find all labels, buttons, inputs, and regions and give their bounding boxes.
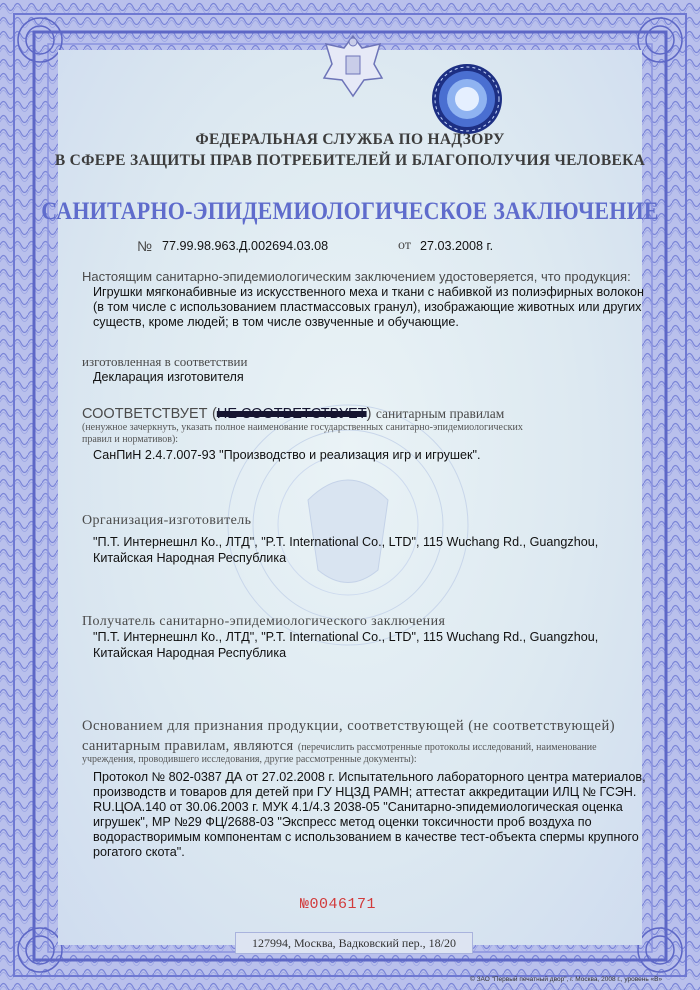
certificate-date: 27.03.2008 г. [420,239,494,253]
basis-line2 [82,737,597,755]
product-line: Игрушки мягконабивные из искусственного меха и ткани с набивкой из полиэфирных волокон [93,285,644,299]
product-line: существ, кроме людей; в том числе озвученные и обучающие. [93,315,459,329]
recipient-label: Получатель санитарно-эпидемиологического заключения [82,614,446,629]
manufactured-label: изготовленная в соответствии [82,354,248,369]
certificate-number: 77.99.98.963.Д.002694.03.08 [162,239,329,253]
hologram-seal-icon [430,62,504,136]
conformity-note: правил и нормативов): [82,434,179,445]
basis-label-cont: санитарным правилам, являются [82,738,294,754]
basis-line: RU.ЦОА.140 от 30.06.2003 г. МУК 4.1/4.3 2038-05 "Санитарно-эпидемиологическая оценка [93,800,623,814]
product-intro: Настоящим санитарно-эпидемиологическим заключением удостоверяется, что продукция: [82,269,631,284]
struck-not-conforms: НЕ СООТВЕТСТВУЕТ [216,406,367,422]
recipient-line: Китайская Народная Республика [93,646,287,660]
basis-label: Основанием для признания продукции, соответствующей (не соответствующей) [82,718,616,734]
basis-line: производств и товаров для детей при ГУ НЦЗД РАМН; аттестат аккредитации ИЛЦ № ГСЭН. [93,785,637,799]
product-line: (в том числе с использованием пластмассовых гранул), изображающие животных или других [93,300,642,314]
serial-number: №0046171 [300,896,377,913]
conformity-line: СООТВЕТСТВУЕТ (НЕ СООТВЕТСТВУЕТ) санитарным правилам [82,406,505,422]
basis-line: Протокол № 802-0387 ДА от 27.02.2008 г. Испытательного лабораторного центра материалов, [93,770,646,784]
number-label: № [137,238,153,254]
agency-name-line1: ФЕДЕРАЛЬНАЯ СЛУЖБА ПО НАДЗОРУ [195,131,505,148]
manufacturer-line: Китайская Народная Республика [93,551,287,565]
sanitary-rules-text: санитарным правилам [375,406,505,421]
basis-line: водорастворимым компонентам с использованием в качестве тест-объекта спермы крупного [93,830,639,844]
document-title: САНИТАРНО-ЭПИДЕМИОЛОГИЧЕСКОЕ ЗАКЛЮЧЕНИЕ [41,196,659,225]
manufacturer-line: "П.Т. Интернешнл Ко., ЛТД", "P.T. International Co., LTD", 115 Wuchang Rd., Guangzhou, [93,535,599,549]
conformity-note: (ненужное зачеркнуть, указать полное наименование государственных санитарно-эпидемиологических [82,422,523,433]
date-label: от [398,238,411,253]
footer-address: 127994, Москва, Вадковский пер., 18/20 [235,932,473,954]
basis-line: игрушек", МР №29 ФЦ/2688-03 "Экспресс метод оценки токсичности проб воздуха по [93,815,592,829]
conforms-word: СООТВЕТСТВУЕТ [82,406,208,422]
sanpin-value: СанПиН 2.4.7.007-93 "Производство и реализация игр и игрушек". [93,448,481,462]
basis-line: рогатого скота". [93,845,185,859]
coat-of-arms-icon [318,30,388,100]
manufacturer-label: Организация-изготовитель [82,513,252,528]
recipient-line: "П.Т. Интернешнл Ко., ЛТД", "P.T. International Co., LTD", 115 Wuchang Rd., Guangzhou, [93,630,599,644]
manufactured-value: Декларация изготовителя [93,370,244,384]
basis-note: учреждения, проводившего исследования, другие рассмотренные документы): [82,754,417,765]
agency-name-line2: В СФЕРЕ ЗАЩИТЫ ПРАВ ПОТРЕБИТЕЛЕЙ И БЛАГОПОЛУЧИЯ ЧЕЛОВЕКА [54,152,646,169]
basis-note: (перечислить рассмотренные протоколы исследований, наименование [297,742,597,753]
printer-imprint: © ЗАО "Первый печатный двор", г. Москва, 2008 г., уровень «В» [470,976,663,983]
